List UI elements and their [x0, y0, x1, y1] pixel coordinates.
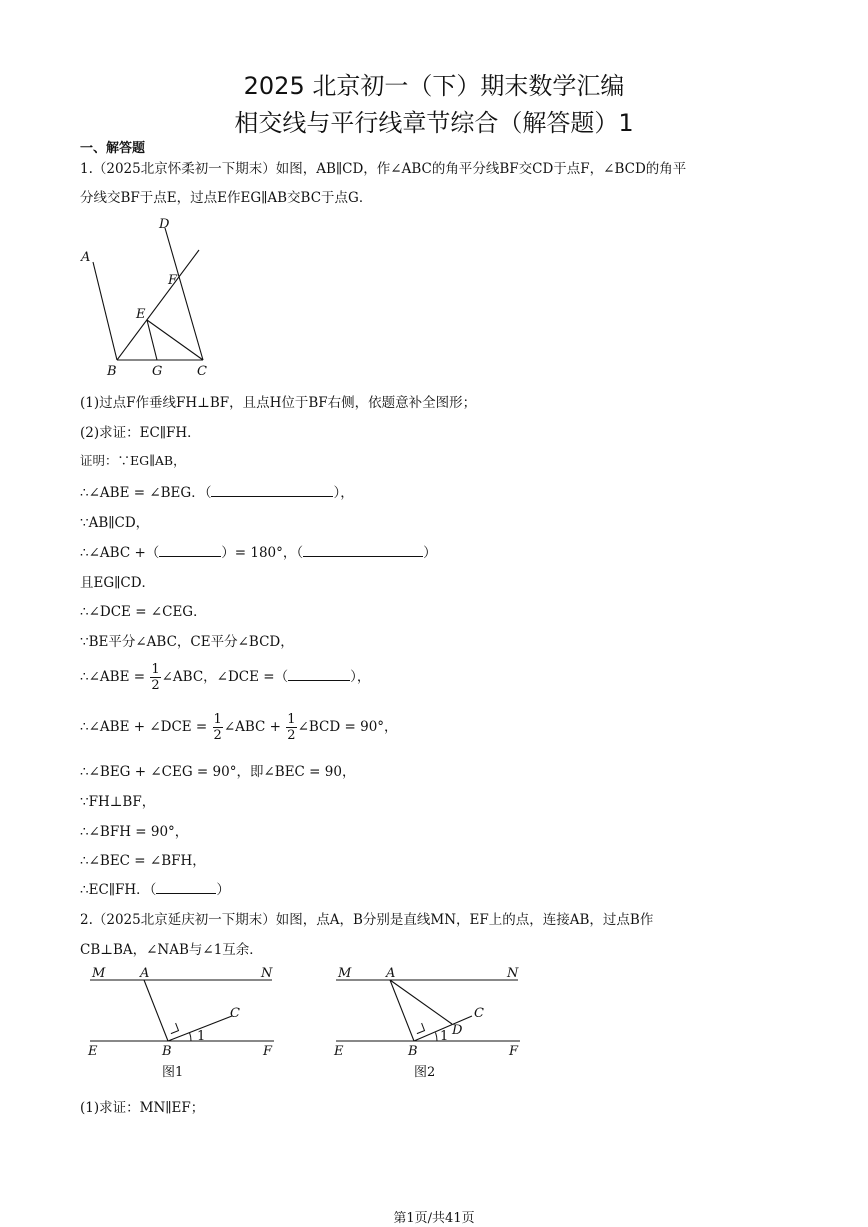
label-1: 1 [440, 1029, 449, 1044]
proof-text: ） [216, 882, 230, 898]
label-a: A [140, 966, 150, 981]
proof-line-1 [80, 481, 354, 501]
label-m: M [338, 966, 352, 981]
q1-geometry-figure [76, 212, 216, 380]
fraction-denominator: 2 [287, 728, 296, 743]
line-ab [93, 262, 117, 360]
proof-line-4: 且EG∥CD． [80, 575, 156, 591]
line-ab [144, 980, 168, 1041]
angle-1-arc [190, 1033, 192, 1041]
right-angle-mark [171, 1023, 179, 1034]
figure-caption-1: 图1 [162, 1065, 184, 1080]
proof-text: ∴∠ABC +（ [80, 545, 160, 561]
proof-line-12: ∴∠BEC = ∠BFH， [80, 853, 206, 869]
proof-line-9: ∴∠BEG + ∠CEG = 90°，即∠BEC = 90， [80, 764, 356, 780]
q1-part2: (2)求证：EC∥FH． [80, 425, 201, 441]
answer-blank-5[interactable] [156, 881, 216, 894]
page-subtitle: 相交线与平行线章节综合（解答题）1 [234, 109, 634, 137]
fraction-numerator: 1 [151, 662, 160, 677]
answer-blank-1[interactable] [211, 484, 333, 497]
label-e: E [136, 307, 146, 322]
proof-text: ）， [350, 669, 371, 685]
label-f: F [168, 273, 178, 288]
proof-line-13 [80, 878, 230, 898]
fraction-numerator: 1 [213, 712, 222, 727]
label-m: M [92, 966, 106, 981]
proof-text: ∴∠ABE = [80, 669, 150, 685]
label-b: B [408, 1044, 418, 1059]
label-f: F [509, 1044, 519, 1059]
label-d: D [452, 1023, 463, 1038]
label-a: A [386, 966, 396, 981]
label-d: D [159, 217, 170, 232]
proof-line-8 [80, 710, 398, 744]
proof-start: 证明：∵EG∥AB， [80, 453, 186, 468]
fraction-half [150, 662, 160, 693]
fraction-half [286, 712, 296, 743]
label-n: N [507, 966, 519, 981]
proof-text: ∠ABC，∠DCE =（ [161, 669, 289, 685]
label-b: B [162, 1044, 172, 1059]
page-footer: 第1页/共41页 [393, 1211, 475, 1226]
q2-part1: (1)求证：MN∥EF； [80, 1100, 205, 1116]
label-n: N [261, 966, 273, 981]
fraction-denominator: 2 [151, 678, 160, 693]
q2-intro-line2: CB⊥BA，∠NAB与∠1互余． [80, 942, 263, 958]
proof-line-5: ∴∠DCE = ∠CEG． [80, 604, 207, 620]
angle-1-arc [436, 1033, 438, 1041]
line-cd [165, 228, 203, 360]
proof-text: ）= 180°，（ [221, 545, 304, 561]
label-a: A [81, 250, 91, 265]
label-c: C [474, 1006, 484, 1021]
answer-blank-3[interactable] [303, 544, 423, 557]
q1-part1: (1)过点F作垂线FH⊥BF，且点H位于BF右侧，依题意补全图形； [80, 395, 477, 411]
figure-caption-2: 图2 [414, 1065, 436, 1080]
section-heading: 一、解答题 [80, 141, 146, 156]
fraction-half [213, 712, 223, 743]
proof-text: ∠BCD = 90°， [297, 719, 398, 735]
fraction-numerator: 1 [287, 712, 296, 727]
proof-text: ∴∠ABE = ∠BEG．（ [80, 485, 212, 501]
q2-figure-1 [84, 962, 284, 1082]
label-b: B [107, 364, 117, 379]
proof-text: ） [423, 545, 437, 561]
answer-blank-4[interactable] [288, 668, 350, 681]
proof-line-10: ∵FH⊥BF， [80, 794, 156, 810]
q2-intro-line1: 2.（2025北京延庆初一下期末）如图，点A，B分别是直线MN，EF上的点，连接AB，过点B作 [80, 912, 654, 928]
proof-line-6: ∵BE平分∠ABC，CE平分∠BCD， [80, 634, 294, 650]
proof-line-2: ∵AB∥CD， [80, 515, 150, 531]
label-e: E [88, 1044, 98, 1059]
q1-intro-line1: 1.（2025北京怀柔初一下期末）如图，AB∥CD，作∠ABC的角平分线BF交CD于点F，∠BCD的角平 [80, 161, 687, 177]
label-g: G [152, 364, 163, 379]
answer-blank-2[interactable] [159, 544, 221, 557]
q2-figure-2 [330, 962, 530, 1082]
fraction-denominator: 2 [213, 728, 222, 743]
label-c: C [230, 1006, 240, 1021]
label-1: 1 [197, 1029, 206, 1044]
proof-text: ∠ABC + [223, 719, 286, 735]
proof-line-3 [80, 541, 437, 561]
proof-text: ∴EC∥FH．（ [80, 882, 157, 898]
proof-text: ）， [333, 485, 354, 501]
label-c: C [197, 364, 207, 379]
label-e: E [334, 1044, 344, 1059]
proof-line-7 [80, 660, 370, 694]
page-title: 2025 北京初一（下）期末数学汇编 [243, 72, 625, 100]
right-angle-mark [417, 1023, 425, 1034]
proof-text: ∴∠ABE + ∠DCE = [80, 719, 212, 735]
label-f: F [263, 1044, 273, 1059]
proof-line-11: ∴∠BFH = 90°， [80, 824, 189, 840]
line-ad [390, 980, 452, 1024]
q1-intro-line2: 分线交BF于点E，过点E作EG∥AB交BC于点G． [80, 190, 373, 206]
